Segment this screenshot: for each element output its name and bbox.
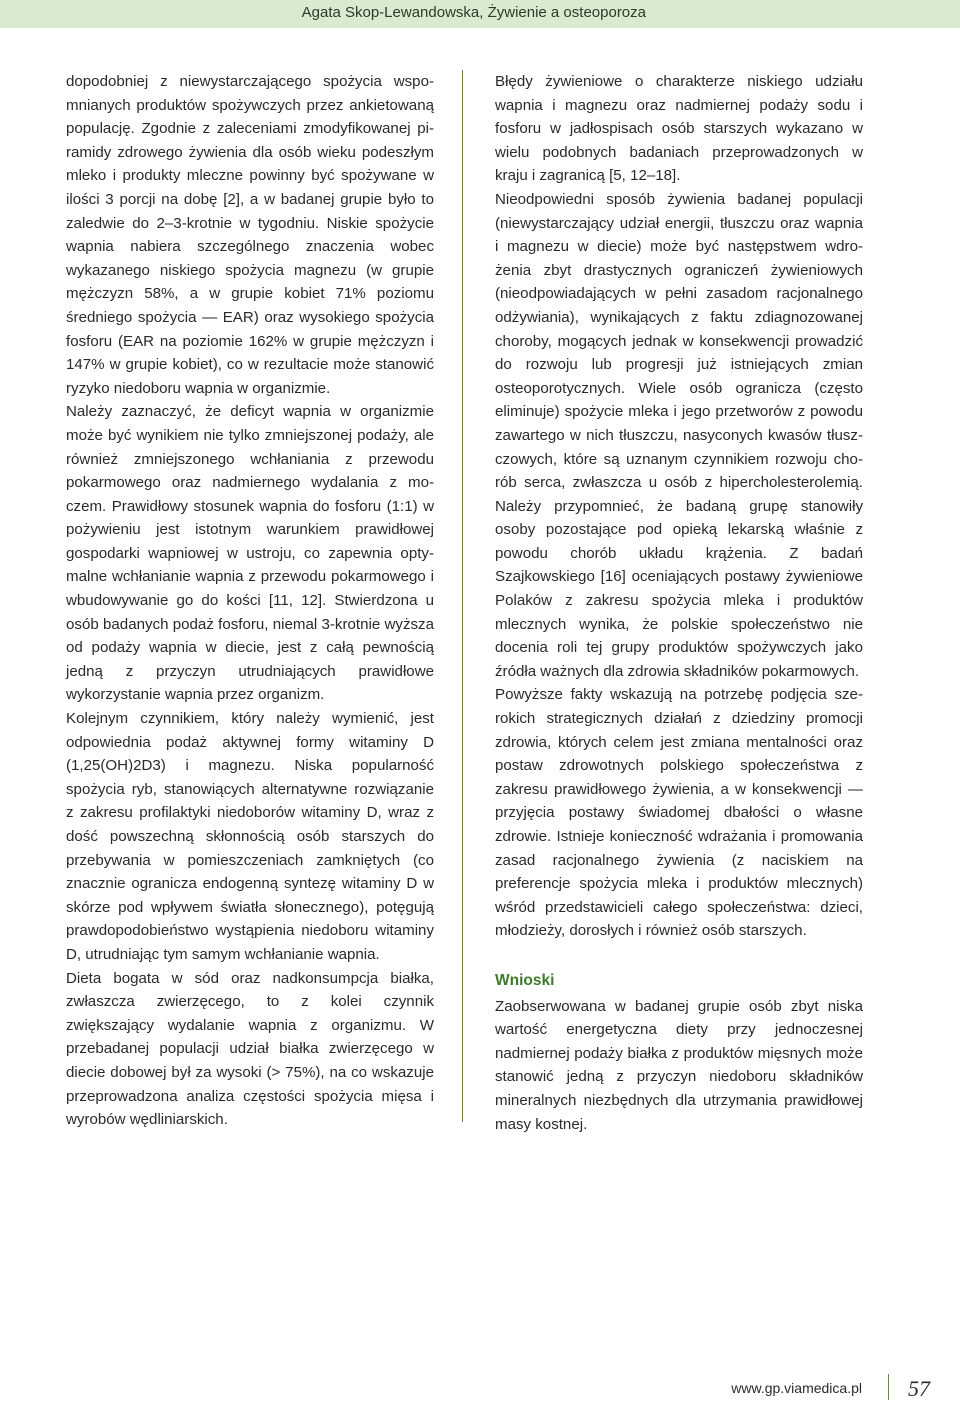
right-paragraph-3: Powyższe fakty wskazują na potrzebę podjęcia szerokich strategicznych działań z dziedziny promocji zdrowia, których celem jest zmiana mentalności oraz postaw zdrowotnych polskiego społeczeństwa z zakresu prawidłowego żywienia, a w konsekwencji — przyjęcia postawy świadomej dbałości o własne zdrowie. Istnieje konieczność wdrażania i promowania zasad racjonalnego żywienia (z naciskiem na preferencje spożycia mleka i produktów mlecznych) wśród przedstawicieli całego społeczeństwa: dzieci, młodzieży, dorosłych i również osób starszych.	[495, 686, 863, 940]
running-title: Agata Skop-Lewandowska, Żywienie a osteoporoza	[301, 4, 646, 21]
left-column	[66, 70, 434, 1132]
conclusions-heading: Wnioski	[495, 971, 555, 989]
left-paragraph-1: dopodobniej z niewystarczającego spożycia wspomnianych produktów spożywczych przez ankietowaną populację. Zgodnie z zaleceniami zmodyfikowanej piramidy zdrowego żywienia dla osób wieku podeszłym mleko i produkty mleczne powinny być spożywane w ilości 3 porcji na dobę [2], a w badanej grupie było to zaledwie do 2–3-krotnie w tygodniu. Niskie spożycie wapnia nabiera szczególnego znaczenia wobec wykazanego niskiego spożycia magnezu (w grupie mężczyzn 58%, a w grupie kobiet 71% poziomu średniego spożycia — EAR) oraz wysokiego spożycia fosforu (EAR na poziomie 162% w grupie mężczyzn i 147% w grupie kobiet), co w rezultacie może stanowić ryzyko niedoboru wapnia w organizmie.	[66, 73, 434, 397]
journal-url-link[interactable]: www.gp.viamedica.pl	[731, 1380, 862, 1396]
running-header-bar	[0, 0, 960, 28]
page-number: 57	[908, 1376, 930, 1401]
right-column	[495, 70, 863, 1136]
left-paragraph-4: Dieta bogata w sód oraz nadkonsumpcja białka, zwłaszcza zwierzęcego, to z kolei czynnik zwiększający wydalanie wapnia z organizmu. W przebadanej populacji udział białka zwierzęcego w diecie dobowej był za wysoki (> 75%), na co wskazuje przeprowadzona analiza częstości spożycia mięsa i wyrobów wędliniarskich.	[66, 969, 434, 1129]
conclusions-paragraph: Zaobserwowana w badanej grupie osób zbyt niska wartość energetyczna diety przy jednoczesnej nadmiernej podaży białka z produktów mięsnych może stanowić jedną z przyczyn niedoboru składników mineralnych niezbędnych dla utrzymania prawidłowej masy kostnej.	[495, 997, 863, 1133]
left-paragraph-2: Należy zaznaczyć, że deficyt wapnia w organizmie może być wynikiem nie tylko zmniejszonej podaży, ale również zmniejszonego wchłaniania z przewodu pokarmowego oraz nadmiernego wydalania z moczem. Prawidłowy stosunek wapnia do fosforu (1:1) w pożywieniu jest istotnym warunkiem prawidłowej gospodarki wapniowej w ustroju, co zapewnia optymalne wchłanianie wapnia z przewodu pokarmowego i wbudowywanie go do kości [11, 12]. Stwierdzona u osób badanych podaż fosforu, niemal 3-krotnie wyższa od podaży wapnia w diecie, jest z całą pewnością jedną z przyczyn utrudniających prawidłowe wykorzystanie wapnia przez organizm.	[66, 403, 434, 704]
left-paragraph-3: Kolejnym czynnikiem, który należy wymienić, jest odpowiednia podaż aktywnej formy witaminy D (1,25(OH)2D3) i magnezu. Niska popularność spożycia ryb, stanowiących alternatywne rozwiązanie z zakresu profilaktyki niedoborów witaminy D, wraz z dość powszechną skłonnością osób starszych do przebywania w pomieszczeniach zamkniętych (co znacznie ogranicza endogenną syntezę witaminy D w skórze pod wpływem światła słonecznego), potęgują prawdopodobieństwo wystąpienia niedoboru witaminy D, utrudniając tym samym wchłanianie wapnia.	[66, 710, 434, 963]
footer-divider	[888, 1374, 889, 1400]
right-paragraph-1: Błędy żywieniowe o charakterze niskiego udziału wapnia i magnezu oraz nadmiernej podaży sodu i fosforu w jadłospisach osób starszych wykazano w wielu podobnych badaniach przeprowadzonych w kraju i zagranicą [5, 12–18].	[495, 73, 863, 185]
column-divider	[462, 70, 463, 1122]
right-paragraph-2: Nieodpowiedni sposób żywienia badanej populacji (niewystarczający udział energii, tłuszczu oraz wapnia i magnezu w diecie) może być następstwem wdrożenia zbyt drastycznych ograniczeń żywieniowych (nieodpowiadających w pełni zasadom racjonalnego odżywiania), wynikających z faktu zdiagnozowanej choroby, mogących jednak w konsekwencji prowadzić do rozwoju lub progresji już istniejących zmian osteoporotycznych. Wiele osób ogranicza (często eliminuje) spożycie mleka i jego przetworów z powodu zawartego w nich tłuszczu, nasyconych kwasów tłuszczowych, które są uznanym czynnikiem rozwoju chorób serca, zwłaszcza u osób z hipercholesterolemią. Należy przypomnieć, że badaną grupę stanowiły osoby pozostające pod opieką lekarską właśnie z powodu chorób układu krążenia. Z badań Szajkowskiego [16] oceniających postawy żywieniowe Polaków z zakresu spożycia mleka i produktów mlecznych wynika, że polskie społeczeństwo nie docenia roli tej grupy produktów spożywczych jako źródła ważnych dla zdrowia składników pokarmowych.	[495, 190, 863, 680]
